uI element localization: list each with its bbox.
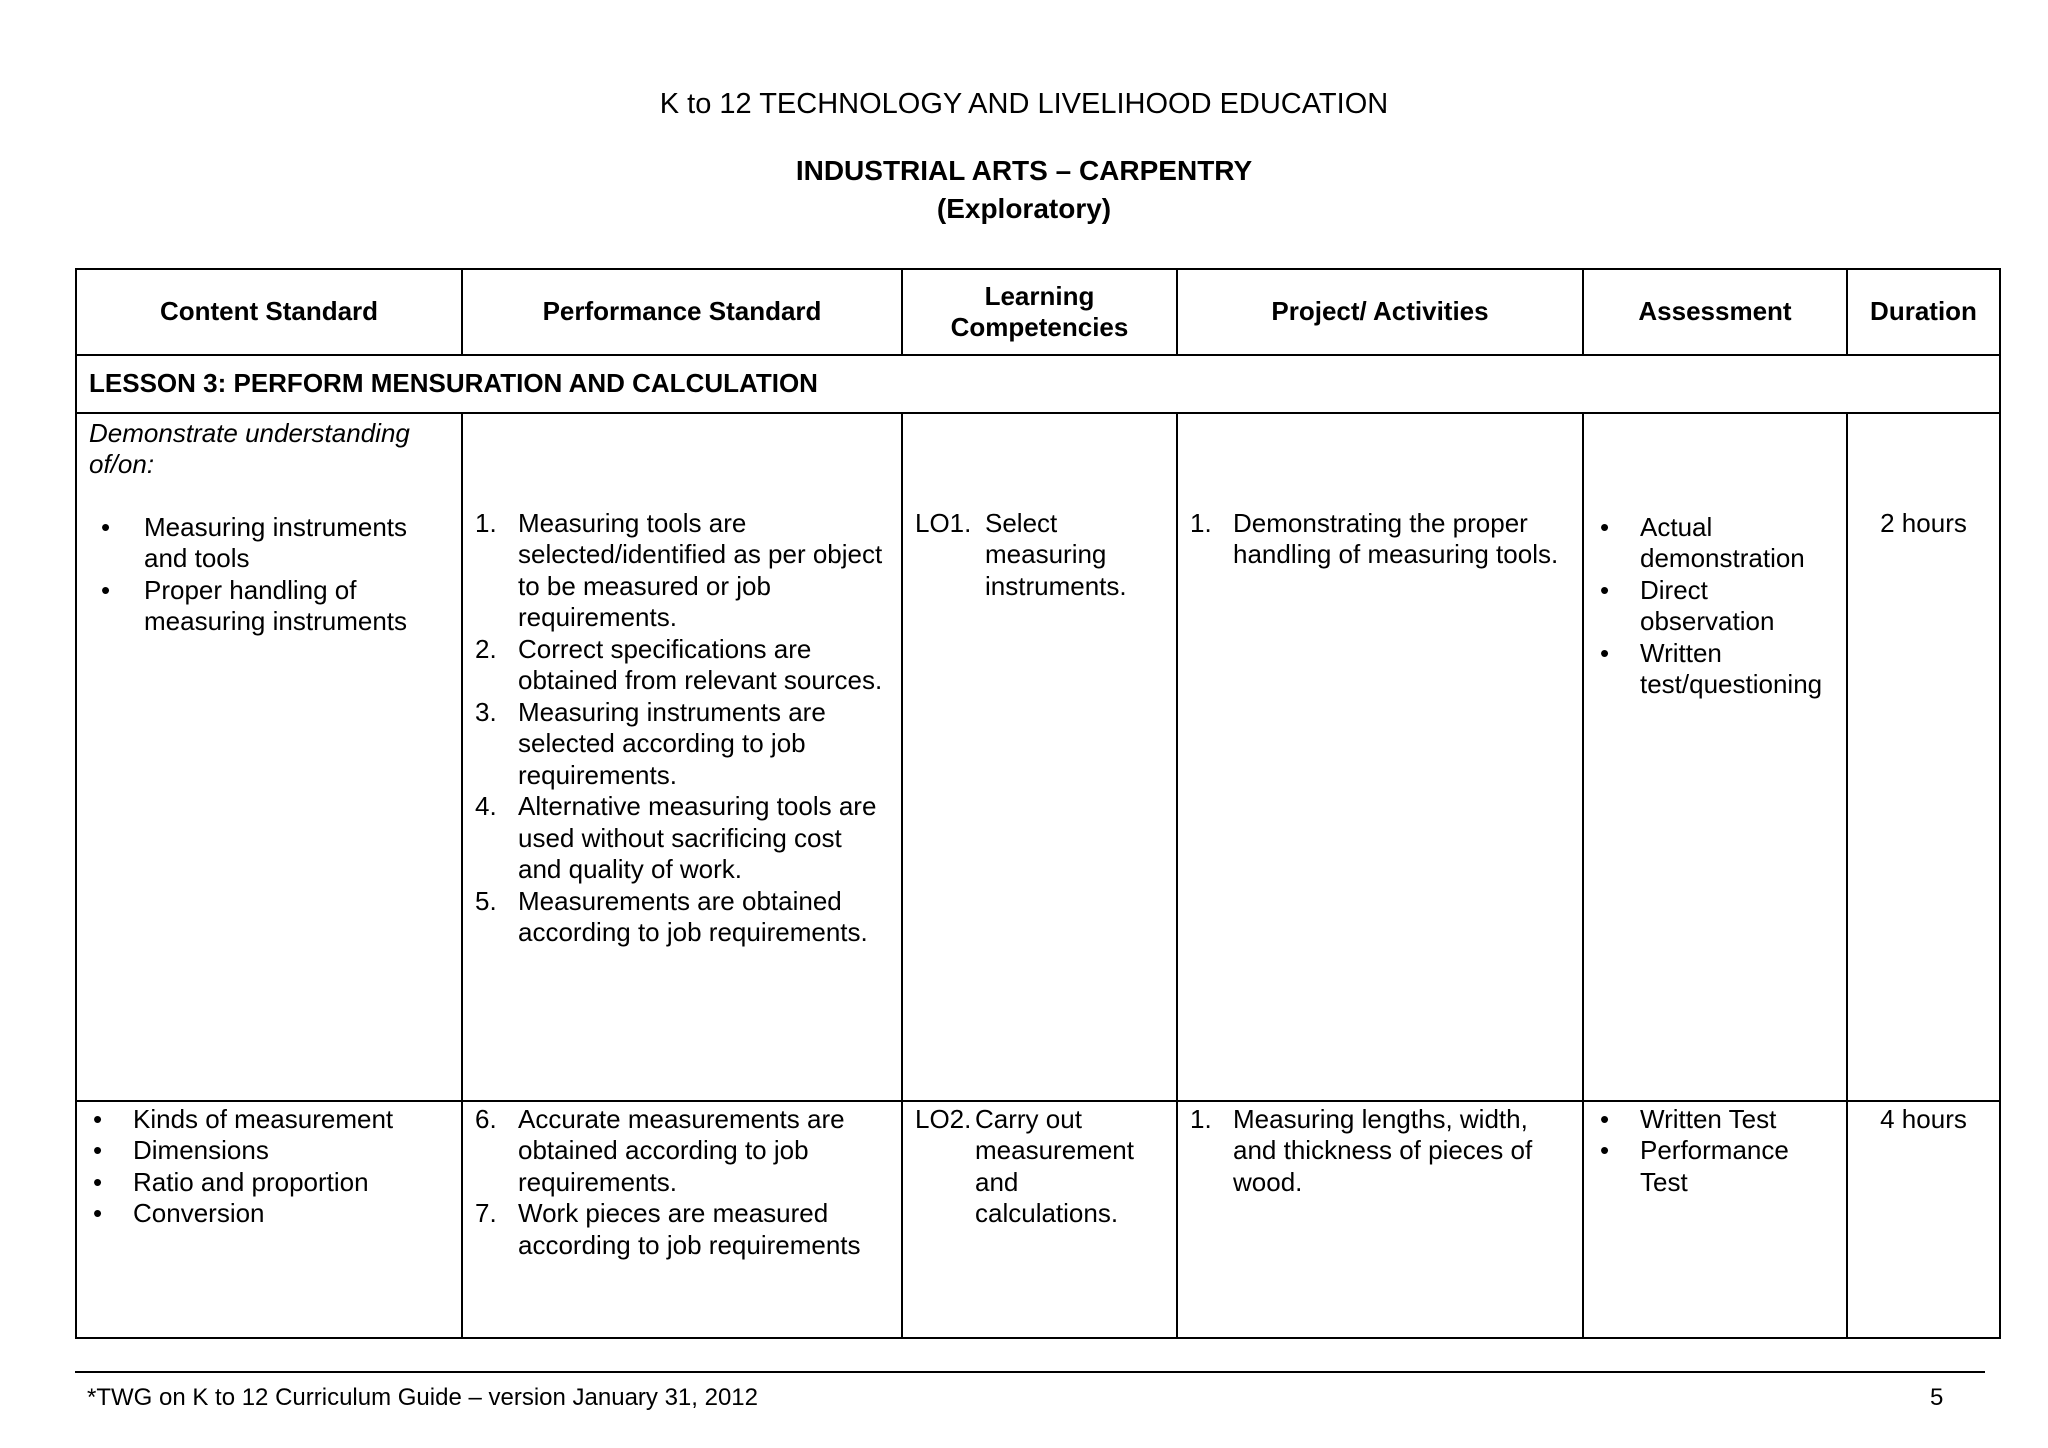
duration-cell bbox=[1847, 1101, 2000, 1339]
list-item: 5. Measurements are obtained according to job requirements. bbox=[475, 885, 868, 947]
list-item: 7. Work pieces are measured according to job requirements bbox=[475, 1198, 861, 1260]
performance-standard-cell bbox=[462, 413, 902, 1101]
content-standard-cell bbox=[76, 1101, 462, 1339]
footer-note: *TWG on K to 12 Curriculum Guide – version January 31, 2012 bbox=[87, 1384, 758, 1411]
list-item: • Ratio and proportion bbox=[89, 1167, 449, 1199]
subtitle-line-1: INDUSTRIAL ARTS – CARPENTRY bbox=[795, 155, 1253, 186]
column-header-duration: Duration bbox=[1847, 269, 2000, 355]
competency-text: Carry out measurement and calculations. bbox=[975, 1103, 1134, 1228]
performance-list bbox=[475, 1104, 889, 1262]
list-item: • Direct observation bbox=[1596, 575, 1834, 638]
competency-code: LO2. bbox=[915, 1103, 972, 1134]
document-subtitle bbox=[0, 152, 2048, 228]
subtitle-line-2: (Exploratory) bbox=[936, 193, 1112, 224]
activities-list bbox=[1190, 1104, 1570, 1199]
column-header-learning-competencies: Learning Competencies bbox=[902, 269, 1177, 355]
activities-cell bbox=[1177, 1101, 1583, 1339]
content-standard-cell bbox=[76, 413, 462, 1101]
learning-competency-cell bbox=[902, 413, 1177, 1101]
list-item: 1. Measuring tools are selected/identified as per object to be measured or job requirements. bbox=[475, 507, 883, 632]
competency-text: Select measuring instruments. bbox=[985, 507, 1127, 601]
column-header-project-activities: Project/ Activities bbox=[1177, 269, 1583, 355]
list-item: 2. Correct specifications are obtained from relevant sources. bbox=[475, 633, 883, 695]
column-header-assessment: Assessment bbox=[1583, 269, 1847, 355]
content-list bbox=[89, 512, 449, 638]
table-row bbox=[76, 1101, 2000, 1339]
assessment-list bbox=[1596, 1104, 1834, 1199]
activities-list bbox=[1190, 508, 1570, 571]
table-row bbox=[76, 413, 2000, 1101]
list-item: 6. Accurate measurements are obtained according to job requirements. bbox=[475, 1103, 845, 1197]
list-item: • Dimensions bbox=[89, 1135, 449, 1167]
page-number: 5 bbox=[1930, 1384, 1944, 1411]
table-header-row bbox=[76, 269, 2000, 355]
performance-list bbox=[475, 508, 889, 949]
curriculum-table bbox=[75, 268, 2001, 1339]
competency bbox=[915, 508, 1164, 603]
column-header-performance-standard: Performance Standard bbox=[462, 269, 902, 355]
assessment-cell bbox=[1583, 413, 1847, 1101]
competency-code: LO1. bbox=[915, 507, 972, 538]
duration-cell bbox=[1847, 413, 2000, 1101]
duration-value: 4 hours bbox=[1880, 1103, 1967, 1134]
list-item: • Actual demonstration bbox=[1596, 512, 1834, 575]
footer-divider bbox=[75, 1371, 1985, 1373]
list-item: 4. Alternative measuring tools are used without sacrificing cost and quality of work. bbox=[475, 791, 877, 884]
duration-value: 2 hours bbox=[1880, 507, 1967, 538]
activities-cell bbox=[1177, 413, 1583, 1101]
list-item: • Kinds of measurement bbox=[89, 1104, 449, 1136]
list-item: 1. Demonstrating the proper handling of measuring tools. bbox=[1190, 507, 1559, 569]
content-list bbox=[89, 1104, 449, 1230]
list-item: 3. Measuring instruments are selected according to job requirements. bbox=[475, 696, 826, 790]
list-item: • Measuring instruments and tools bbox=[89, 512, 449, 575]
lesson-title-row bbox=[76, 355, 2000, 413]
competency bbox=[915, 1104, 1164, 1230]
list-item: • Performance Test bbox=[1596, 1135, 1834, 1198]
learning-competency-cell bbox=[902, 1101, 1177, 1339]
assessment-list bbox=[1596, 512, 1834, 701]
list-item: • Written Test bbox=[1596, 1104, 1834, 1136]
document-title: K to 12 TECHNOLOGY AND LIVELIHOOD EDUCATION bbox=[659, 88, 1389, 120]
content-intro: Demonstrate understanding of/on: bbox=[89, 417, 410, 479]
list-item: • Written test/questioning bbox=[1596, 638, 1834, 701]
assessment-cell bbox=[1583, 1101, 1847, 1339]
list-item: • Conversion bbox=[89, 1198, 449, 1230]
list-item: • Proper handling of measuring instruments bbox=[89, 575, 449, 638]
list-item: 1. Measuring lengths, width, and thickness of pieces of wood. bbox=[1190, 1103, 1533, 1197]
performance-standard-cell bbox=[462, 1101, 902, 1339]
column-header-content-standard: Content Standard bbox=[76, 269, 462, 355]
lesson-title: LESSON 3: PERFORM MENSURATION AND CALCULATION bbox=[76, 355, 2000, 413]
